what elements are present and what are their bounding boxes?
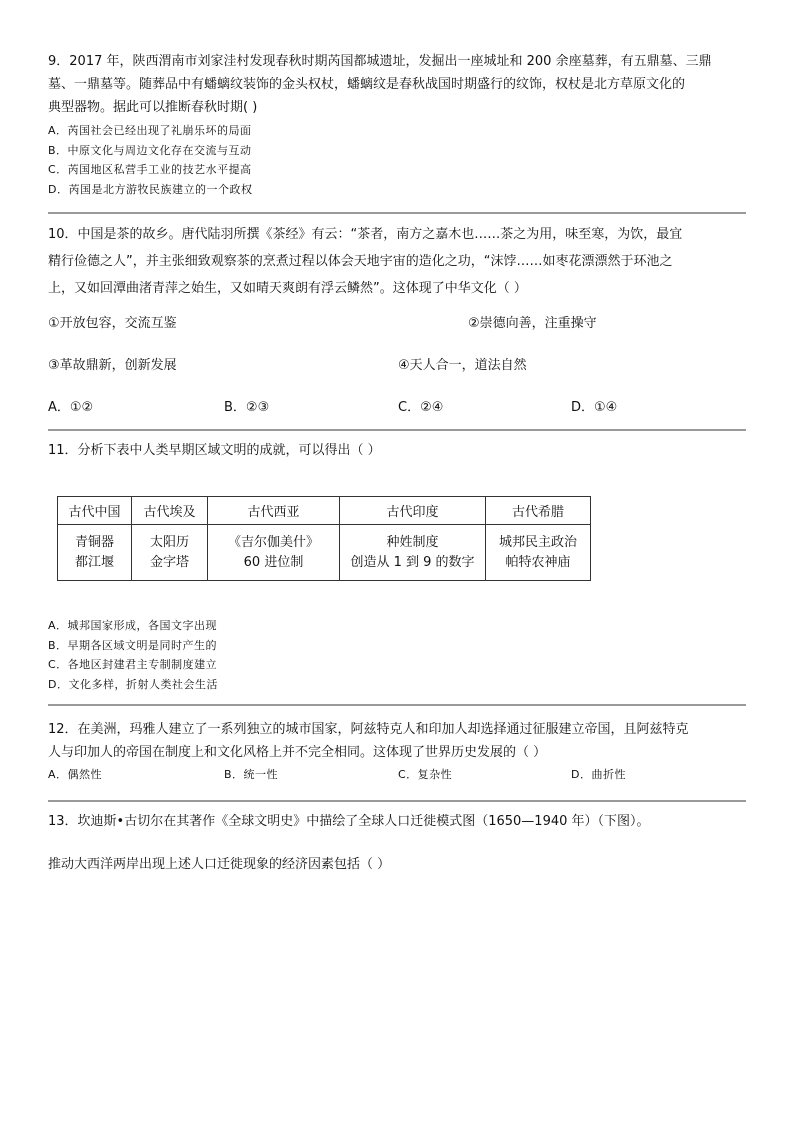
table-header-row (58, 497, 591, 525)
question-10-item-3: ③革故鼎新，创新发展 (48, 358, 177, 373)
question-10 (48, 221, 748, 302)
question-10-option-a: A．①② (48, 400, 94, 415)
question-12-option-a: A．偶然性 (48, 768, 103, 781)
table-cell-line: 太阳历 (149, 534, 189, 550)
question-13-stem-line-2: 推动大西洋两岸出现上述人口迁徙现象的经济因素包括（ ） (48, 857, 391, 872)
question-12-option-d: D．曲折性 (571, 768, 626, 781)
table-header-cell: 古代中国 (58, 497, 132, 525)
question-9-option-b: B．中原文化与周边文化存在交流与互动 (48, 143, 252, 157)
question-10-stem-line-2: 精行俭德之人”，并主张细致观察茶的烹煮过程以体会天地宇宙的造化之功，“沫饽……如枣花漂漂然于环池之 (48, 254, 673, 269)
question-11-option-a: A．城邦国家形成，各国文字出现 (48, 619, 218, 632)
question-10-stem-line-1: 10．中国是茶的故乡。唐代陆羽所撰《茶经》有云：“茶者，南方之嘉木也……茶之为用，味至寒，为饮，最宜 (48, 227, 683, 242)
question-13-stem-line-1: 13．坎迪斯•古切尔在其著作《全球文明史》中描绘了全球人口迁徙模式图（1650—1940 年）（下图）。 (48, 814, 650, 829)
civilization-achievements-table (57, 496, 591, 581)
question-9-stem-line-1: 9．2017 年，陕西渭南市刘家洼村发现春秋时期芮国都城遗址，发掘出一座城址和 200 余座墓葬，有五鼎墓、三鼎 (48, 54, 712, 69)
table-header-cell: 古代西亚 (208, 497, 340, 525)
question-9-option-c: C．芮国地区私营手工业的技艺水平提高 (48, 163, 252, 176)
section-divider (48, 429, 746, 431)
table-header-cell: 古代埃及 (132, 497, 208, 525)
question-11-stem: 11．分析下表中人类早期区域文明的成就，可以得出（ ） (48, 443, 381, 458)
table-cell-line: 《吉尔伽美什》 (227, 534, 319, 550)
table-cell-line: 都江堰 (74, 554, 114, 570)
question-11-option-d: D．文化多样，折射人类社会生活 (48, 677, 218, 691)
question-12-stem-line-2: 人与印加人的帝国在制度上和文化风格上并不完全相同。这体现了世界历史发展的（ ） (48, 745, 547, 760)
table-cell (340, 525, 486, 581)
table-cell-line: 青铜器 (74, 534, 114, 550)
table-cell-line: 种姓制度 (386, 534, 439, 550)
question-10-option-d: D．①④ (571, 400, 618, 415)
table-cell-line: 金字塔 (149, 554, 189, 570)
table-cell (486, 525, 591, 581)
question-12-option-b: B．统一性 (224, 768, 279, 781)
question-11-options (48, 616, 748, 694)
question-9 (48, 50, 748, 199)
question-10-option-b: B．②③ (224, 400, 270, 415)
section-divider (48, 212, 746, 214)
table-cell (208, 525, 340, 581)
table-cell (58, 525, 132, 581)
question-11-option-c: C．各地区封建君主专制制度建立 (48, 658, 218, 671)
question-10-stem-line-3: 上，又如回潭曲渚青萍之始生，又如晴天爽朗有浮云鳞然”。这体现了中华文化（ ） (48, 281, 527, 296)
question-9-option-d: D．芮国是北方游牧民族建立的一个政权 (48, 182, 253, 196)
section-divider (48, 704, 746, 706)
table-cell-line: 帕特农神庙 (505, 554, 571, 570)
question-10-item-2: ②崇德向善，注重操守 (468, 316, 597, 331)
question-9-option-a: A．芮国社会已经出现了礼崩乐坏的局面 (48, 124, 252, 137)
question-10-item-1: ①开放包容，交流互鉴 (48, 316, 177, 331)
question-10-option-c: C．②④ (398, 400, 444, 415)
table-header-cell: 古代希腊 (486, 497, 591, 525)
table-cell-line: 创造从 1 到 9 的数字 (350, 554, 475, 570)
table-cell-line: 60 进位制 (243, 554, 304, 570)
table-cell-line: 城邦民主政治 (498, 534, 577, 550)
question-9-stem-line-3: 典型器物。据此可以推断春秋时期( ) (48, 100, 258, 115)
table-row (58, 525, 591, 581)
question-10-item-4: ④天人合一，道法自然 (398, 358, 527, 373)
question-12 (48, 718, 748, 764)
table-cell (132, 525, 208, 581)
question-11-option-b: B．早期各区域文明是同时产生的 (48, 638, 218, 652)
section-divider (48, 800, 746, 802)
table-header-cell: 古代印度 (340, 497, 486, 525)
question-12-option-c: C．复杂性 (398, 768, 453, 781)
question-12-stem-line-1: 12．在美洲，玛雅人建立了一系列独立的城市国家，阿兹特克人和印加人却选择通过征服建立帝国，且阿兹特克 (48, 722, 689, 737)
question-9-stem-line-2: 墓、一鼎墓等。随葬品中有蟠螭纹装饰的金头权杖，蟠螭纹是春秋战国时期盛行的纹饰，权杖是北方草原文化的 (48, 77, 686, 92)
